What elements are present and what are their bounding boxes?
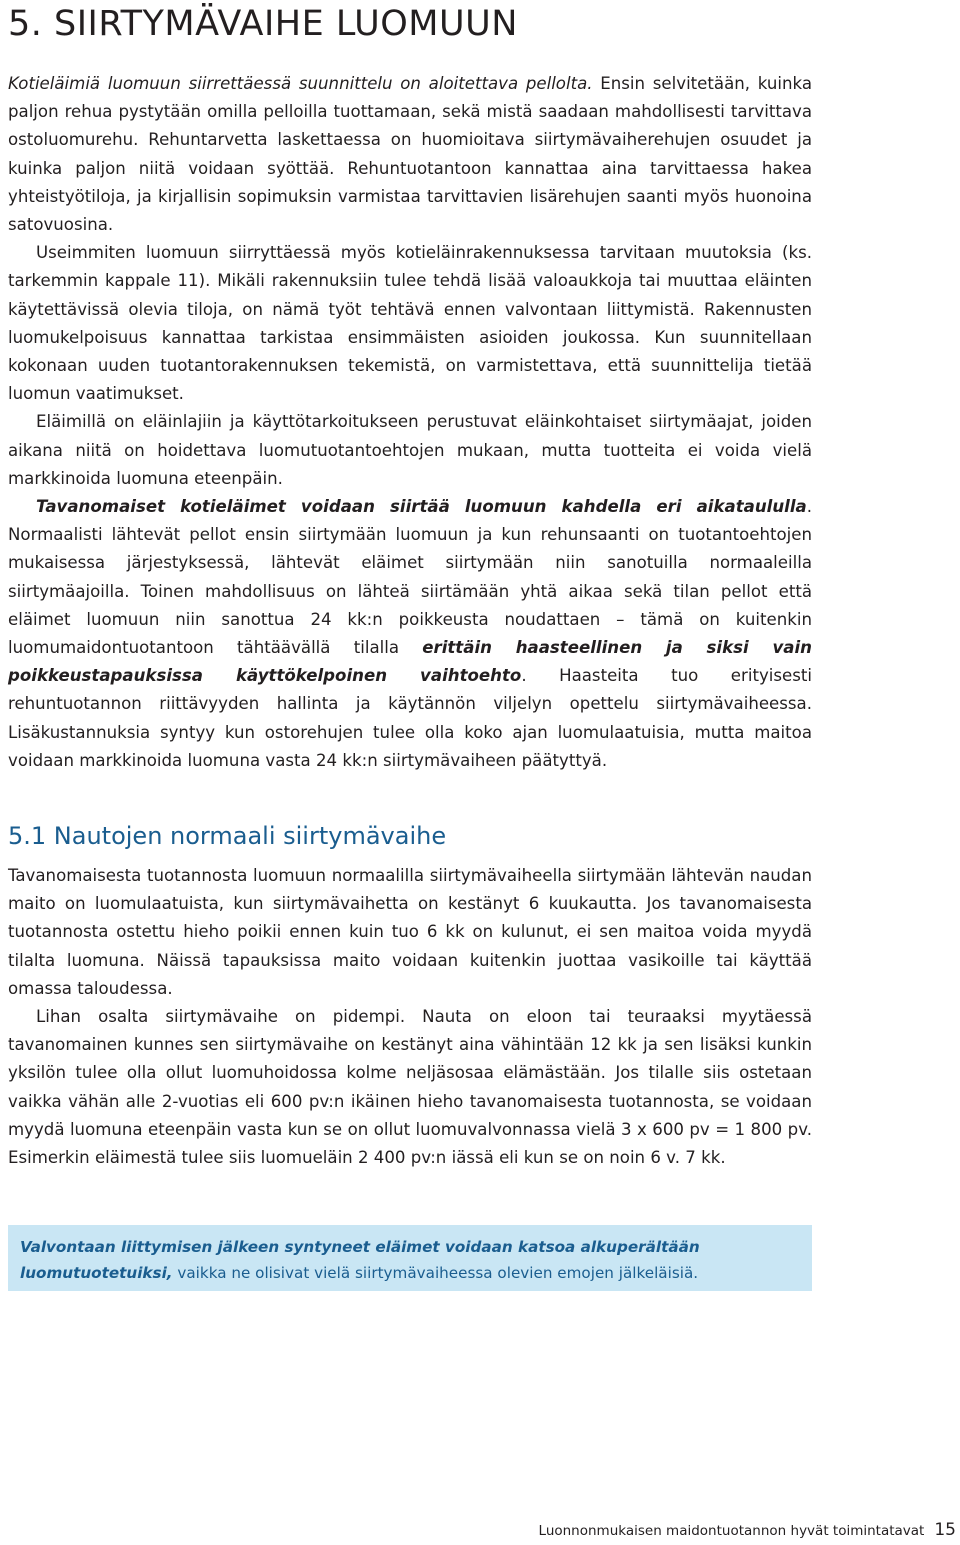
page-footer	[539, 1520, 960, 1544]
intro-paragraph-1-text: Ensin selvitetään, kuinka paljon rehua pystytään omilla pelloilla tuottamaan, sekä mistä saadaan mahdollisesti tarvittava ostoluomurehu. Rehuntarvetta laskettaessa on huomioitava siirtymävaiherehujen osuudet ja kuinka paljon niitä voidaan syöttää. Rehuntuotantoon kannattaa aina tarvittaessa hakea yhteistyötiloja, ja kirjallisin sopimuksin varmistaa tarvittavien lisärehujen saanti myös huonoina satovuosina.	[8, 74, 812, 235]
intro-paragraph-4	[8, 493, 812, 775]
intro-section	[8, 70, 812, 775]
intro-paragraph-1	[8, 70, 812, 239]
info-box	[8, 1225, 812, 1291]
intro-paragraph-2: Useimmiten luomuun siirryttäessä myös kotieläinrakennuksessa tarvitaan muutoksia (ks. tarkemmin kappale 11). Mikäli rakennuksiin tulee tehdä lisää valoaukkoja tai muuttaa eläinten käytettävissä olevia tiloja, on nämä työt tehtävä ennen valvontaan liittymistä. Rakennusten luomukelpoisuus kannattaa tarkistaa ensimmäisten asioiden joukossa. Kun suunnitellaan kokonaan uuden tuotantorakennuksen tekemistä, on varmistettava, että suunnittelija tietää luomun vaatimukset.	[8, 243, 812, 404]
section-title-5-1: 5.1 Nautojen normaali siirtymävaihe	[8, 822, 447, 850]
info-box-text: vaikka ne olisivat vielä siirtymävaiheessa olevien emojen jälkeläisiä.	[172, 1264, 699, 1282]
intro-paragraph-3: Eläimillä on eläinlajiin ja käyttötarkoitukseen perustuvat eläinkohtaiset siirtymäajat, joiden aikana niitä on hoidettava luomutuotantoehtojen mukaan, mutta tuotteita ei voida vielä markkinoida luomuna eteenpäin.	[8, 412, 812, 488]
page-number: 15	[934, 1520, 956, 1540]
intro-p4-emphasis: erittäin haasteellinen ja siksi vain poikkeustapauksissa käyttökelpoinen vaihtoehto	[8, 638, 812, 686]
info-box-lead: Valvontaan liittymisen jälkeen syntyneet eläimet voidaan katsoa alkuperältään luomutuotetuiksi,	[20, 1238, 700, 1282]
intro-p4-rest: . Haasteita tuo erityisesti rehuntuotannon riittävyyden hallinta ja käytännön viljelyn opettelu siirtymävaiheessa. Lisäkustannuksia syntyy kun ostorehujen tulee olla koko ajan luomulaatuisia, mutta maitoa voidaan markkinoida luomuna vasta 24 kk:n siirtymävaiheen päätyttyä.	[8, 666, 812, 770]
section-5-1-paragraph-1: Tavanomaisesta tuotannosta luomuun normaalilla siirtymävaiheella siirtymään lähtevän naudan maito on luomulaatuista, kun siirtymävaihetta on kestänyt 6 kuukautta. Jos tavanomaisesta tuotannosta ostettu hieho poikii ennen kuin tuo 6 kk on kulunut, ei sen maitoa voida myydä tilalta luomuna. Näissä tapauksissa maito voidaan kuitenkin juottaa vasikoille tai käyttää omassa taloudessa.	[8, 866, 812, 998]
intro-p4-lead: Tavanomaiset kotieläimet voidaan siirtää luomuun kahdella eri aikataululla	[36, 497, 807, 517]
section-5-1	[8, 862, 812, 1172]
footer-title: Luonnonmukaisen maidontuotannon hyvät toimintatavat	[538, 1523, 925, 1539]
intro-lead: Kotieläimiä luomuun siirrettäessä suunnittelu on aloitettava pellolta.	[8, 74, 593, 93]
chapter-title: 5. SIIRTYMÄVAIHE LUOMUUN	[8, 4, 518, 44]
intro-p4-mid: . Normaalisti lähtevät pellot ensin siirtymään luomuun ja kun rehunsaanti on tuotantoehtojen mukaisessa järjestyksessä, lähtevät eläimet siirtymään niin sanotuilla normaaleilla siirtymäajoilla. Toinen mahdollisuus on lähteä siirtämään yhtä aikaa sekä tilan pellot että eläimet luomuun niin sanottua 24 kk:n poikkeusta noudattaen – tämä on kuitenkin luomumaidontuotantoon tähtäävällä tilalla	[8, 497, 812, 658]
section-5-1-paragraph-2: Lihan osalta siirtymävaihe on pidempi. Nauta on eloon tai teuraaksi myytäessä tavanomainen kunnes sen siirtymävaihe on kestänyt aina vähintään 12 kk ja sen lisäksi kunkin yksilön tulee olla ollut luomuhoidossa kolme neljäsosaa elämästään. Jos tilalle siis ostetaan vaikka vähän alle 2-vuotias eli 600 pv:n ikäinen hieho tavanomaisesta tuotannosta, se voidaan myydä luomuna eteenpäin vasta kun se on ollut luomuvalvonnassa vielä 3 x 600 pv = 1 800 pv. Esimerkin eläimestä tulee siis luomueläin 2 400 pv:n iässä eli kun se on noin 6 v. 7 kk.	[8, 1007, 812, 1168]
